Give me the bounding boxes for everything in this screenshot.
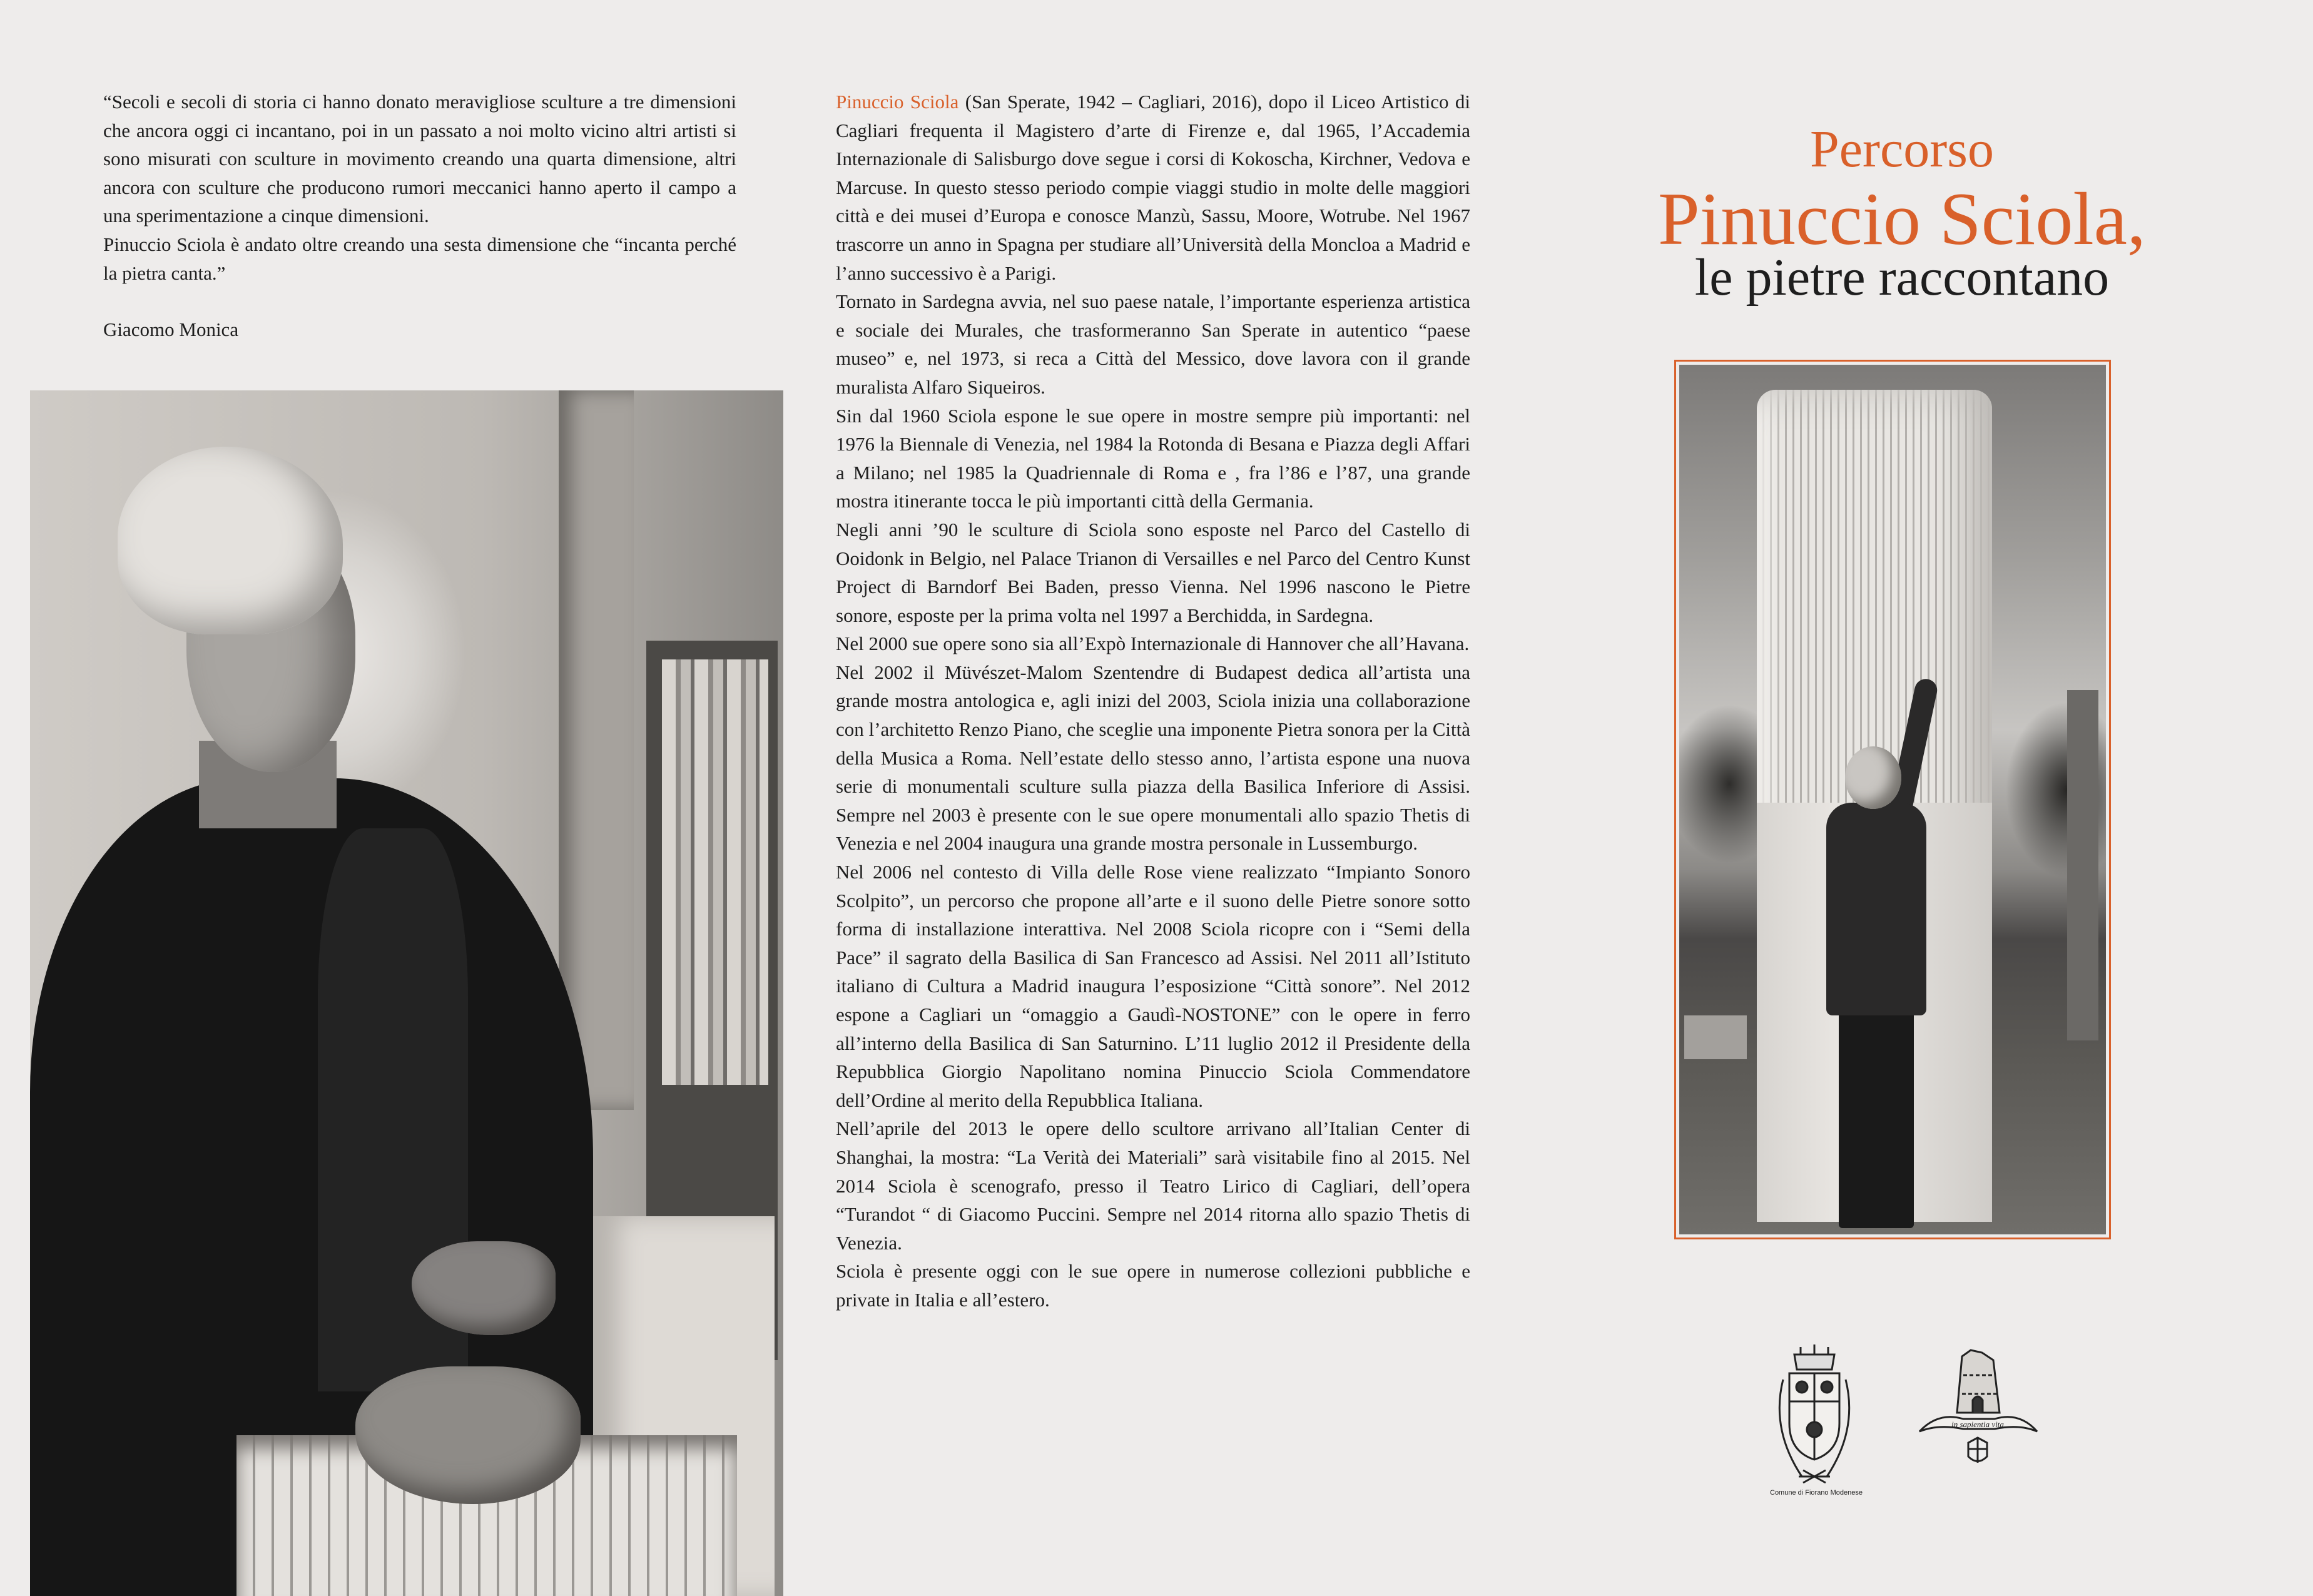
photo-hair: [118, 447, 343, 634]
photo-post: [2067, 690, 2098, 1040]
tower-emblem-icon: [1913, 1338, 2042, 1469]
biography-paragraph: Nel 2000 sue opere sono sia all’Expò Internazionale di Hannover che all’Havana.: [836, 633, 1470, 655]
biography-paragraph: Negli anni ’90 le sculture di Sciola sono esposte nel Parco del Castello di Ooidonk in Belgio, nel Palace Trianon di Versailles e nel Parco del Centro Kunst Project di Barndorf Bei Baden, presso Vienna. Nel 1996 nascono le Pietre sonore, esposte per la prima volta nel 1997 a Berchidda, in Sardegna.: [836, 518, 1470, 626]
biography-paragraph: Nell’aprile del 2013 le opere dello scultore arrivano all’Italian Center di Shanghai, la mostra: “La Verità dei Materiali” sarà visitabile fino al 2015. Nel 2014 Sciola è scenografo, presso il Teatro Lirico di Cagliari, dell’opera “Turandot “ di Giacomo Puccini. Sempre nel 2014 ritorna allo spazio Thetis di Venezia.: [836, 1117, 1470, 1254]
quote-section: [103, 88, 736, 344]
emblem-ribbon-text: in sapientia vita: [1951, 1420, 2004, 1429]
sculpture-photo: [1679, 365, 2106, 1234]
biography-section: [836, 88, 1470, 1314]
biography-paragraph: Tornato in Sardegna avvia, nel suo paese natale, l’importante esperienza artistica e sociale dei Murales, che trasformeranno San Sperate in autentico “paese museo” e, nel 1973, si reca a Città del Messico, dove lavora con il grande muralista Alfaro Siqueiros.: [836, 290, 1470, 398]
municipal-coat-of-arms-icon: [1764, 1342, 1864, 1505]
biography-paragraph: Nel 2002 il Müvészet-Malom Szentendre di Budapest dedica all’artista una grande mostra antologica e, agli inizi del 2003, Sciola inizia una collaborazione con l’architetto Renzo Piano, che sceglie una imponente Pietra sonora per la Città della Musica a Roma. Nell’estate dello stesso anno, l’artista espone una nuova serie di monumentali sculture sulla piazza della Basilica Inferiore di Assisi. Sempre nel 2003 è presente con le sue opere monumentali allo spazio Thetis di Venezia e nel 2004 inaugura una grande mostra personale in Lussemburgo.: [836, 661, 1470, 855]
biography-paragraph: Nel 2006 nel contesto di Villa delle Rose viene realizzato “Impianto Sonoro Scolpito”, un percorso che propone all’arte e il suono delle Pietre sonore sotto forma di installazione interattiva. Nel 2008 Sciola ricopre con i “Semi della Pace” il sagrato della Basilica di San Francesco ad Assisi. Nel 2011 all’Istituto italiano di Cultura a Madrid inaugura l’esposizione “Città sonore”. Nel 2012 espone a Cagliari un “omaggio a Gaudì-NOSTONE” con le opere in ferro all’interno della Basilica di San Saturnino. L’11 luglio 2012 il Presidente della Repubblica Giorgio Napolitano nomina Pinuccio Sciola Commendatore dell’Ordine al merito della Repubblica Italiana.: [836, 861, 1470, 1111]
title-name: Pinuccio Sciola,: [1658, 177, 2146, 260]
biography-name: Pinuccio Sciola: [836, 91, 959, 113]
photo-model-buildings: [662, 659, 768, 1085]
title-percorso: Percorso: [1810, 120, 1994, 178]
biography-intro-text: (San Sperate, 1942 – Cagliari, 2016), dopo il Liceo Artistico di Cagliari frequenta il Magistero d’arte di Firenze e, dal 1965, l’Accademia Internazionale di Salisburgo dove segue i corsi di Kokoscha, Kirchner, Vedova e Marcuse. In questo stesso periodo compie viaggi studio in molte delle maggiori città e dei musei d’Europa e conosce Manzù, Sassu, Moore, Wotrube. Nel 1967 trascorre un anno in Spagna per studiare all’Università della Moncloa a Madrid e l’anno successivo è a Parigi.: [836, 91, 1470, 284]
sculpture-photo-frame: [1674, 360, 2111, 1239]
logo-caption: Comune di Fiorano Modenese: [1770, 1489, 1863, 1497]
photo-man-head: [1845, 746, 1901, 809]
photo-man-legs: [1839, 1009, 1914, 1228]
title-subtitle: le pietre raccontano: [1694, 248, 2110, 307]
photo-rock: [1684, 1015, 1747, 1059]
biography-paragraph: Sciola è presente oggi con le sue opere in numerose collezioni pubbliche e private in Italia e all’estero.: [836, 1260, 1470, 1311]
biography-intro: [836, 88, 1470, 287]
quote-text: “Secoli e secoli di storia ci hanno donato meravigliose sculture a tre dimensioni che ancora oggi ci incantano, poi in un passato a noi molto vicino altri artisti si sono misurati con sculture in movimento creando una quarta dimensione, altri ancora con sculture che producono rumori meccanici hanno aperto il campo a una sperimentazione a cinque dimensioni.: [103, 91, 736, 227]
biography-paragraph: Sin dal 1960 Sciola espone le sue opere in mostre sempre più importanti: nel 1976 la Biennale di Venezia, nel 1984 la Rotonda di Besana e Piazza degli Affari a Milano; nel 1985 la Quadriennale di Roma e , fra l’86 e l’87, una grande mostra itinerante tocca le più importanti città della Germania.: [836, 404, 1470, 512]
photo-man-body: [1826, 803, 1926, 1015]
photo-man: [1826, 746, 1926, 1228]
portrait-photo: [30, 390, 783, 1596]
quote-author: Giacomo Monica: [103, 318, 239, 341]
quote-text-continued: Pinuccio Sciola è andato oltre creando una sesta dimensione che “incanta perché la pietra canta.”: [103, 233, 736, 284]
